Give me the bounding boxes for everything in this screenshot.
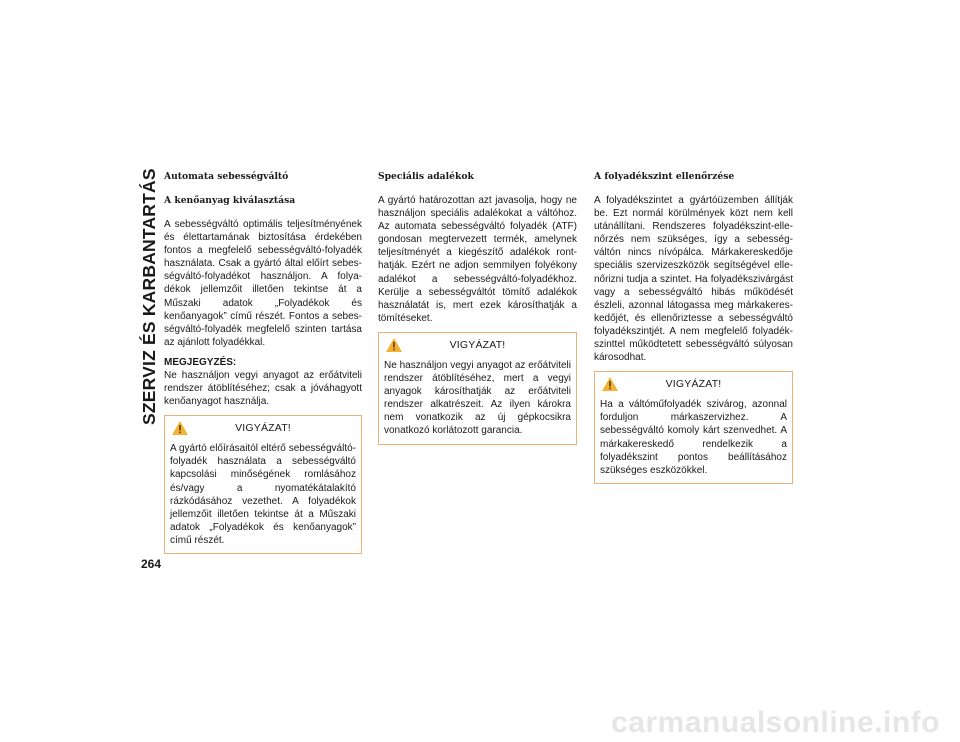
warning-header: [384, 333, 571, 359]
warning-header: [600, 372, 787, 398]
warning-box: [594, 371, 793, 484]
heading-lubricant-selection: A kenőanyag kiválasztása: [164, 195, 296, 206]
page-number: 264: [141, 557, 162, 571]
watermark: carmanualsonline.info: [611, 706, 940, 739]
warning-title: VIGYÁZAT!: [665, 378, 722, 391]
paragraph-additives: A gyártó határozottan azt javasolja, hogy ne használjon speciális adalékokat a váltóhoz. Az automata sebességváltó folyadék (ATF) gondosan megtervezett termék, amelynek teljesítményét a kiegészítő adalékok ronthatják. Ezért ne adjon semmilyen folyékony adalékot a sebességváltó-folyadékhoz. Kerülje a sebességváltót tömítő adalékok használatát is, mert ezek károsíthatják a tömítéseket.: [378, 195, 577, 324]
warning-text: A gyártó előírásaitól eltérő sebességváltó-folyadék használata a sebességváltó kapcsolási minőségének romlásához és/vagy a nyomatékátalakító rázkódásához vezethet. A folyadékok jellemzőit illetően tekintse át a Műszaki adatok „Folyadékok és kenőanyagok” című részét.: [170, 443, 356, 546]
warning-box: [164, 415, 362, 554]
heading-special-additives: Speciális adalékok: [378, 171, 474, 182]
warning-title: VIGYÁZAT!: [449, 338, 506, 351]
warning-title: VIGYÁZAT!: [235, 422, 291, 435]
column-1: [164, 170, 362, 554]
warning-text: Ha a váltóműfolyadék szivárog, azonnal forduljon márkaszervizhez. A sebességváltó komoly kárt szenvedhet. A márkakereskedő rendelkezik a folyadékszint pontos beállításához szükséges eszközökkel.: [600, 399, 787, 476]
warning-header: [170, 416, 356, 442]
warning-box: [378, 332, 577, 445]
heading-automatic-transmission: Automata sebességváltó: [164, 171, 289, 182]
note-text: Ne használjon vegyi anyagot az erőátviteli rendszer átöblítéséhez; csak a jóváhagyott kenőanyagot használja.: [164, 369, 362, 408]
note-label: MEGJEGYZÉS:: [164, 356, 237, 368]
paragraph-fluid-level: A folyadékszintet a gyártóüzemben állítják be. Ezt normál körülmények közt nem kell utánállítani. Rendszeres folyadékszint-ellenőrzés nem szükséges, így a sebességváltón nincs nívópálca. Márkakereskedője speciális szervizeszközök segítségével ellenőrizni tudja a szintet. Ha folyadékszivárgást vagy a sebességváltó hibás működését észleli, azonnal látogassa meg márkakereskedőjét, és ellenőriztesse a sebességváltó folyadékszintjét. A nem megfelelő folyadékszinttel működtetett sebességváltó súlyosan károsodhat.: [594, 195, 793, 364]
column-3: [594, 170, 793, 484]
paragraph-lubricant: A sebességváltó optimális teljesítményének és élettartamának biztosítása érdekében fontos a megfelelő sebességváltó-folyadék használata. Csak a gyártó által előírt sebességváltó-folyadékot használjon. A folyadékok jellemzőit illetően tekintse át a Műszaki adatok „Folyadékok és kenőanyagok” című részét. Fontos a sebességváltó-folyadék megfelelő szinten tartása az ajánlott folyadékkal.: [164, 219, 362, 348]
section-side-title: SZERVIZ ÉS KARBANTARTÁS: [139, 168, 159, 425]
warning-text: Ne használjon vegyi anyagot az erőátviteli rendszer átöblítéséhez, mert a vegyi anyagok károsíthatják az erőátviteli rendszer alkatrészeit. Az ilyen károkra nem vonatkozik az új gépkocsikra vonatkozó korlátozott garancia.: [384, 359, 571, 437]
column-2: [378, 170, 577, 445]
heading-fluid-level-check: A folyadékszint ellenőrzése: [594, 171, 735, 182]
